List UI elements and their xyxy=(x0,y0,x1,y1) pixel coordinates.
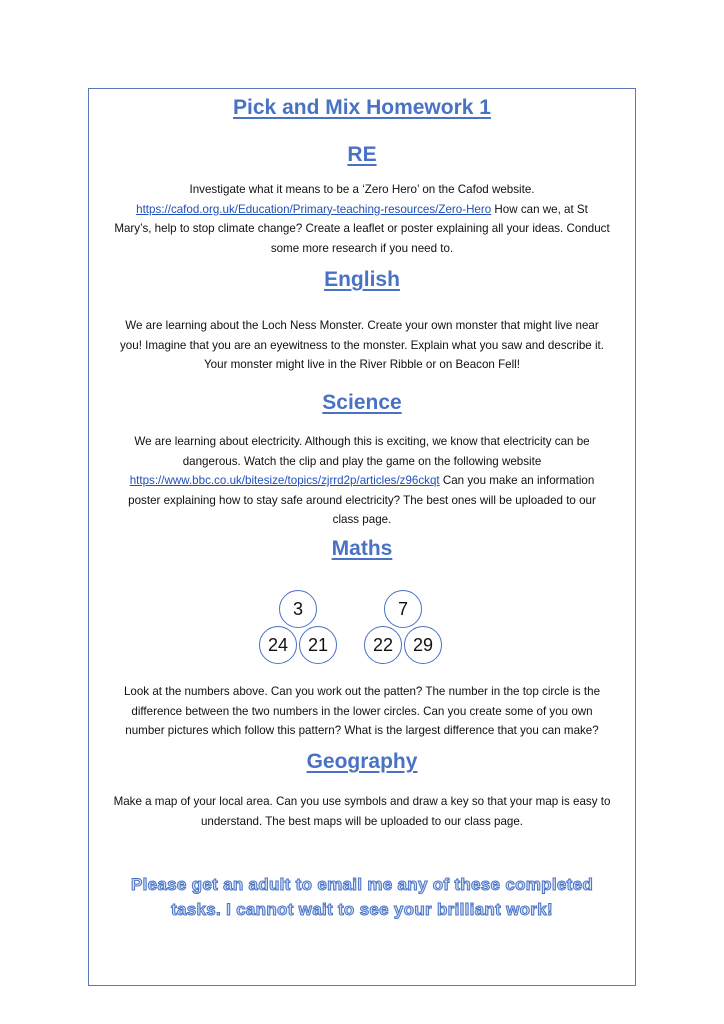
english-heading: English xyxy=(324,268,400,291)
science-line-2: dangerous. Watch the clip and play the game on the following website xyxy=(182,454,542,468)
closing-line-1: Please get an adult to email me any of these completed xyxy=(130,875,594,894)
page-title: Pick and Mix Homework 1 xyxy=(233,96,491,119)
science-line-3: Can you make an information xyxy=(439,474,595,487)
re-line-4: some more research if you need to. xyxy=(270,241,454,255)
english-line-2: you! Imagine that you are an eyewitness to the monster. Explain what you saw and describe it. xyxy=(120,338,604,352)
circle-top: 3 xyxy=(279,590,317,628)
circle-bottom-right: 21 xyxy=(299,626,337,664)
science-line-4: poster explaining how to stay safe around electricity? The best ones will be uploaded to our xyxy=(128,493,596,507)
geography-line-1: Make a map of your local area. Can you use symbols and draw a key so that your map is easy to xyxy=(113,795,611,808)
science-bbc-link[interactable]: https://www.bbc.co.uk/bitesize/topics/zjrrd2p/articles/z96ckqt xyxy=(129,474,440,487)
english-text xyxy=(100,316,624,375)
maths-line-1: Look at the numbers above. Can you work out the patten? The number in the top circle is the xyxy=(123,685,601,698)
circle-bottom-left: 22 xyxy=(364,626,402,664)
geography-line-2: understand. The best maps will be uploaded to our class page. xyxy=(200,814,524,828)
science-line-5: class page. xyxy=(332,513,392,526)
science-text xyxy=(100,432,624,530)
re-text xyxy=(100,180,624,258)
maths-line-2: difference between the two numbers in the lower circles. Can you create some of you own xyxy=(131,704,593,718)
geography-text xyxy=(100,792,624,831)
geography-heading: Geography xyxy=(306,750,418,773)
english-line-1: We are learning about the Loch Ness Monster. Create your own monster that might live near xyxy=(125,319,599,332)
re-line-3: Mary’s, help to stop climate change? Create a leaflet or poster explaining all your ideas. Conduct xyxy=(114,222,610,235)
closing-message xyxy=(0,872,724,922)
circle-top: 7 xyxy=(384,590,422,628)
science-line-1: We are learning about electricity. Although this is exciting, we know that electricity can be xyxy=(134,435,590,448)
maths-text xyxy=(100,682,624,741)
science-heading: Science xyxy=(322,391,402,414)
english-line-3: Your monster might live in the River Ribble or on Beacon Fell! xyxy=(204,358,520,371)
re-heading: RE xyxy=(347,143,377,166)
maths-heading: Maths xyxy=(331,537,393,560)
closing-line-2: tasks. I cannot wait to see your brilliant work! xyxy=(171,900,553,919)
re-line-2: How can we, at St xyxy=(491,202,588,216)
re-line-1: Investigate what it means to be a ‘Zero Hero’ on the Cafod website. xyxy=(189,183,535,196)
maths-line-3: number pictures which follow this pattern? What is the largest difference that you can make? xyxy=(125,724,599,737)
circle-bottom-right: 29 xyxy=(404,626,442,664)
re-cafod-link[interactable]: https://cafod.org.uk/Education/Primary-teaching-resources/Zero-Hero xyxy=(136,202,492,216)
circle-bottom-left: 24 xyxy=(259,626,297,664)
